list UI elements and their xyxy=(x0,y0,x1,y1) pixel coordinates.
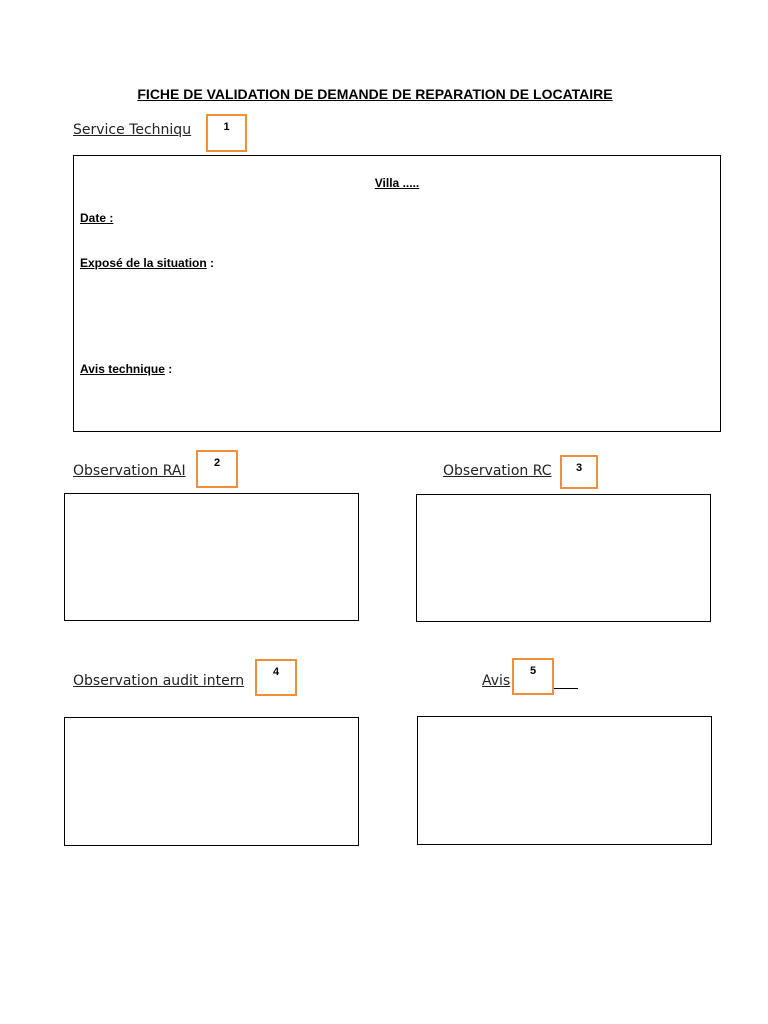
villa-field xyxy=(74,176,720,190)
observation-rc-box xyxy=(416,494,711,622)
document-title: FICHE DE VALIDATION DE DEMANDE DE REPARATION DE LOCATAIRE xyxy=(137,86,613,102)
callout-4: 4 xyxy=(255,659,297,696)
callout-2: 2 xyxy=(196,450,238,488)
date-field xyxy=(80,211,113,225)
callout-1: 1 xyxy=(206,114,247,152)
service-technique-label: Service Techniqu xyxy=(73,122,192,138)
avis-underline-tail xyxy=(553,688,578,689)
date-label: Date : xyxy=(80,211,114,225)
observation-audit-box xyxy=(64,717,359,846)
expose-colon: : xyxy=(206,256,215,270)
observation-raf-label: Observation RAI xyxy=(73,463,186,479)
observation-raf-box xyxy=(64,493,359,621)
callout-3: 3 xyxy=(560,455,598,489)
expose-field xyxy=(80,256,214,270)
observation-audit-label: Observation audit intern xyxy=(73,673,245,689)
expose-label: Exposé de la situation xyxy=(80,256,207,270)
avis-box xyxy=(417,716,712,845)
service-technique-box xyxy=(73,155,721,432)
avis-technique-colon: : xyxy=(164,362,173,376)
callout-5: 5 xyxy=(512,658,554,695)
avis-label: Avis xyxy=(482,673,511,689)
villa-label: Villa ..... xyxy=(374,176,420,190)
avis-technique-label: Avis technique xyxy=(80,362,165,376)
avis-technique-field xyxy=(80,362,172,376)
observation-rc-label: Observation RC xyxy=(443,463,552,479)
